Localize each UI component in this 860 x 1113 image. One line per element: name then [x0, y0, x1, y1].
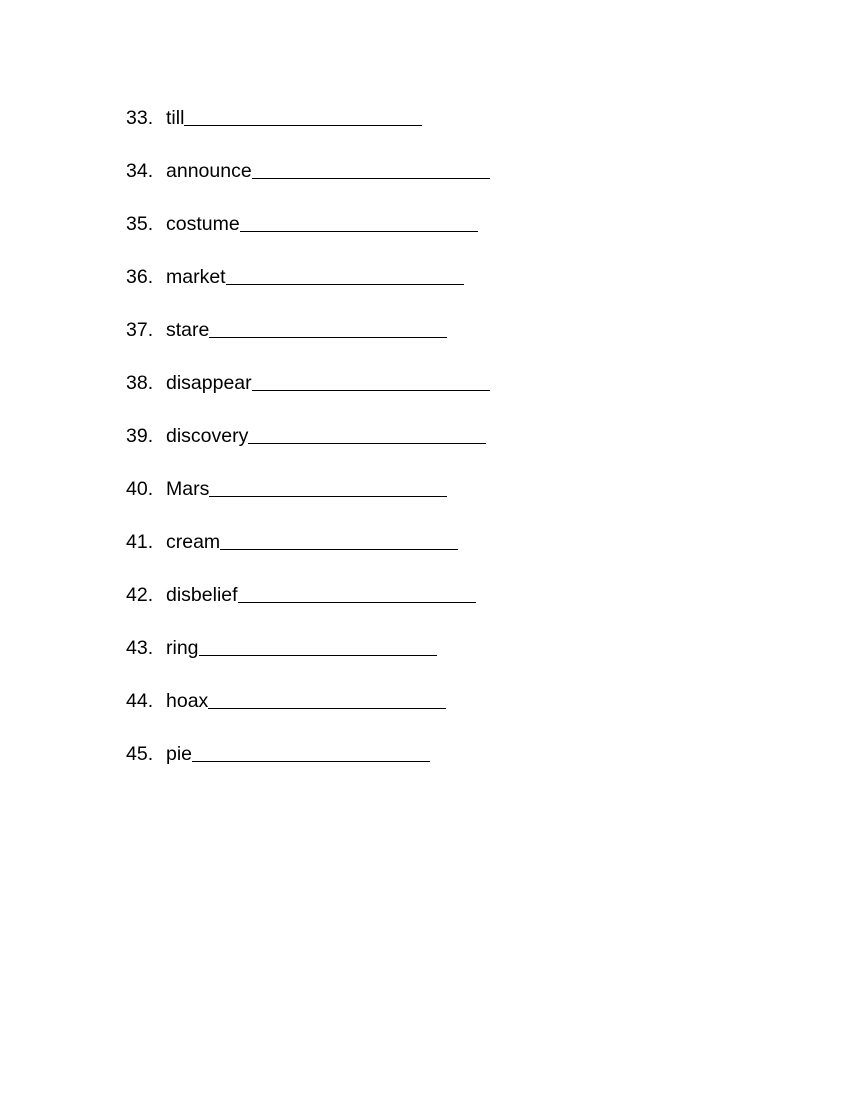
answer-blank[interactable]: [252, 159, 490, 179]
item-number: 42.: [126, 584, 154, 606]
list-item: [126, 424, 490, 477]
item-word: ring: [166, 637, 199, 659]
item-word: hoax: [166, 690, 209, 712]
list-item: [126, 530, 490, 583]
list-item: [126, 583, 490, 636]
list-item: [126, 159, 490, 212]
item-word: disbelief: [166, 584, 238, 606]
item-number: 45.: [126, 743, 154, 765]
answer-blank[interactable]: [209, 477, 447, 497]
answer-blank[interactable]: [192, 742, 430, 762]
list-item: [126, 106, 490, 159]
item-number: 34.: [126, 160, 154, 182]
item-word: disappear: [166, 372, 252, 394]
item-number: 44.: [126, 690, 154, 712]
list-item: [126, 212, 490, 265]
answer-blank[interactable]: [220, 530, 458, 550]
item-word: Mars: [166, 478, 210, 500]
answer-blank[interactable]: [184, 106, 422, 126]
item-word: discovery: [166, 425, 249, 447]
item-word: cream: [166, 531, 221, 553]
item-number: 35.: [126, 213, 154, 235]
list-item: [126, 477, 490, 530]
item-number: 36.: [126, 266, 154, 288]
list-item: [126, 371, 490, 424]
list-item: [126, 636, 490, 689]
answer-blank[interactable]: [226, 265, 464, 285]
answer-blank[interactable]: [240, 212, 478, 232]
answer-blank[interactable]: [248, 424, 486, 444]
item-word: announce: [166, 160, 252, 182]
item-word: market: [166, 266, 226, 288]
list-item: [126, 318, 490, 371]
answer-blank[interactable]: [209, 318, 447, 338]
list-item: [126, 265, 490, 318]
answer-blank[interactable]: [208, 689, 446, 709]
item-word: costume: [166, 213, 240, 235]
item-number: 33.: [126, 107, 154, 129]
item-word: stare: [166, 319, 210, 341]
answer-blank[interactable]: [252, 371, 490, 391]
answer-blank[interactable]: [238, 583, 476, 603]
vocabulary-list: [126, 106, 490, 795]
item-number: 39.: [126, 425, 154, 447]
list-item: [126, 689, 490, 742]
item-word: till: [166, 107, 185, 129]
item-word: pie: [166, 743, 193, 765]
list-item: [126, 742, 490, 795]
item-number: 38.: [126, 372, 154, 394]
item-number: 37.: [126, 319, 154, 341]
item-number: 43.: [126, 637, 154, 659]
item-number: 41.: [126, 531, 154, 553]
answer-blank[interactable]: [199, 636, 437, 656]
item-number: 40.: [126, 478, 154, 500]
